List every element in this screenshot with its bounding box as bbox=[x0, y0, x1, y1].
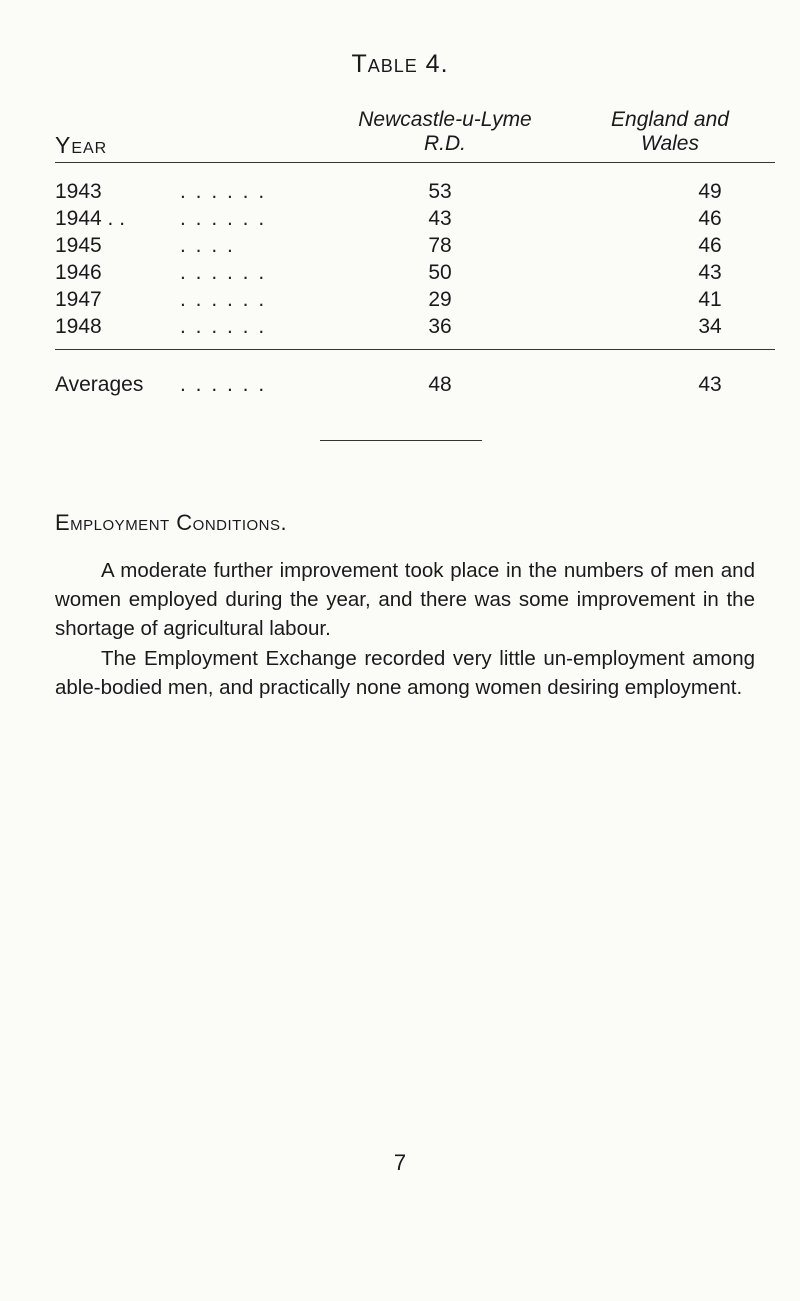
table-row bbox=[0, 232, 800, 259]
cell-year: 1945 bbox=[55, 234, 102, 257]
column-header-england-wales-line1: England and bbox=[611, 108, 729, 131]
leader-dots: . . . . bbox=[180, 234, 235, 257]
column-header-england-wales-line2: Wales bbox=[641, 132, 699, 155]
section-divider bbox=[320, 440, 482, 441]
cell-newcastle: 78 bbox=[428, 234, 452, 257]
averages-row bbox=[0, 370, 800, 400]
column-header-year: Year bbox=[55, 132, 108, 158]
cell-newcastle: 53 bbox=[428, 180, 452, 203]
table-row bbox=[0, 259, 800, 286]
cell-england-wales: 46 bbox=[698, 234, 722, 257]
cell-newcastle: 36 bbox=[428, 315, 452, 338]
header-rule bbox=[55, 162, 775, 163]
leader-dots: . . . . . . bbox=[180, 288, 267, 311]
cell-england-wales: 34 bbox=[698, 315, 722, 338]
cell-newcastle: 43 bbox=[428, 207, 452, 230]
table-title: Table 4. bbox=[351, 50, 449, 78]
table-row bbox=[0, 313, 800, 340]
averages-england-wales: 43 bbox=[698, 373, 722, 396]
paragraph: A moderate further improvement took place in the numbers of men and women employed during the year, and there was some improvement in the shortage of agricultural labour. bbox=[55, 559, 755, 640]
cell-england-wales: 46 bbox=[698, 207, 722, 230]
cell-year: 1947 bbox=[55, 288, 102, 311]
averages-label: Averages bbox=[55, 373, 144, 396]
cell-year: 1948 bbox=[55, 315, 102, 338]
column-header-england-wales bbox=[570, 108, 770, 156]
leader-dots: . . . . . . bbox=[180, 180, 267, 203]
section-heading: Employment Conditions. bbox=[55, 510, 288, 535]
leader-dots: . . . . . . bbox=[180, 315, 267, 338]
table-row bbox=[0, 205, 800, 232]
cell-year: 1946 bbox=[55, 261, 102, 284]
table-row bbox=[0, 178, 800, 205]
column-header-newcastle-line1: Newcastle-u-Lyme bbox=[358, 108, 532, 131]
cell-newcastle: 29 bbox=[428, 288, 452, 311]
averages-rule bbox=[55, 349, 775, 350]
column-header-newcastle-line2: R.D. bbox=[424, 132, 466, 155]
cell-year: 1943 bbox=[55, 180, 102, 203]
table-row bbox=[0, 286, 800, 313]
leader-dots: . . . . . . bbox=[180, 373, 267, 396]
leader-dots: . . . . . . bbox=[180, 261, 267, 284]
cell-england-wales: 49 bbox=[698, 180, 722, 203]
averages-newcastle: 48 bbox=[428, 373, 452, 396]
cell-year: 1944 . . bbox=[55, 207, 126, 230]
leader-dots: . . . . . . bbox=[180, 207, 267, 230]
column-header-newcastle bbox=[340, 108, 550, 156]
cell-newcastle: 50 bbox=[428, 261, 452, 284]
cell-england-wales: 41 bbox=[698, 288, 722, 311]
page-number: 7 bbox=[393, 1150, 407, 1175]
paragraph: The Employment Exchange recorded very little un-employment among able-bodied men, and practically none among women desiring employment. bbox=[55, 647, 755, 699]
table-body bbox=[0, 178, 800, 340]
cell-england-wales: 43 bbox=[698, 261, 722, 284]
